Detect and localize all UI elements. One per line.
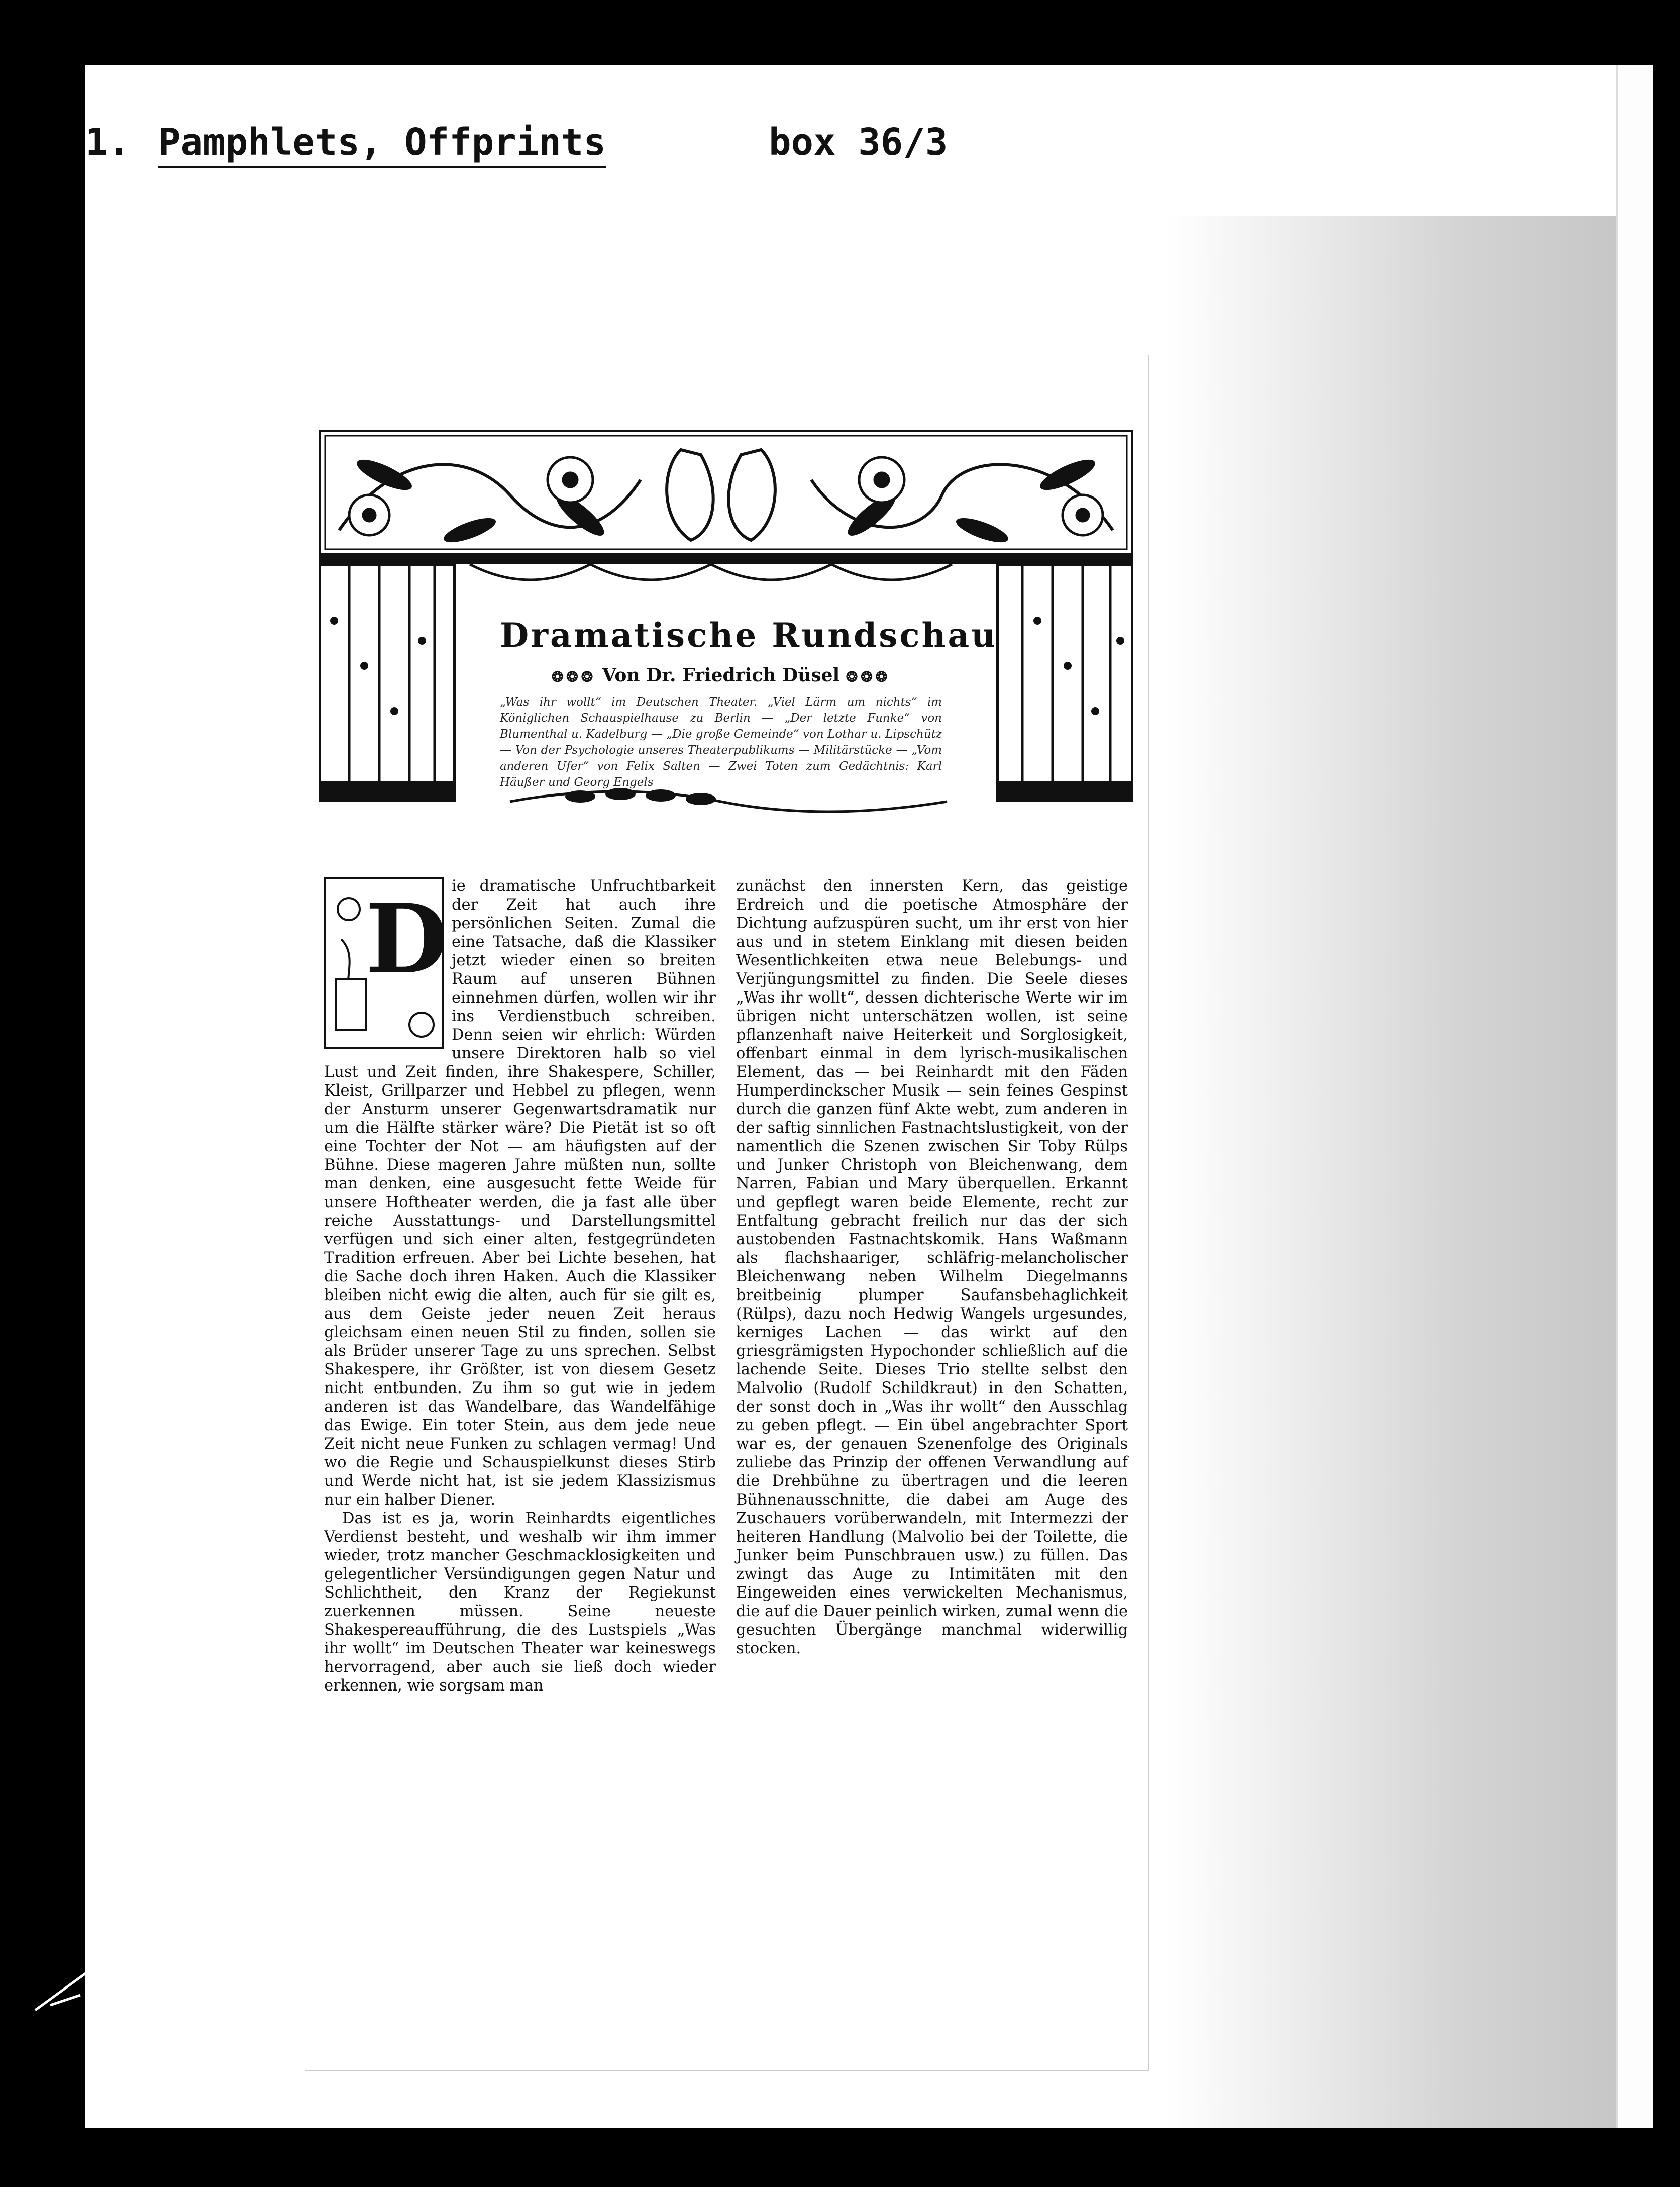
byline-ornament-left: ❂❂❂ bbox=[551, 668, 596, 685]
col1-paragraph-1: ie dramatische Unfruchtbarkeit der Zeit hat auch ihre persönlichen Seiten. Zumal die eine Tatsache, daß die Klassiker jetzt wieder einen so breiten Raum auf unseren Bühnen einnehmen dürfen, wollen wir ihr ins Verdienstbuch schreiben. Denn seien wir ehrlich: Würden unsere Direktoren halb so viel Lust und Zeit finden, ihre Shakespere, Schiller, Kleist, Grillparzer und Hebbel zu pflegen, wenn der Ansturm unserer Gegenwartsdramatik nur um die Hälfte stärker wäre? Die Pietät ist so oft eine Tochter der Not — am häufigsten auf der Bühne. Diese mageren Jahre müßten nun, sollte man denken, eine ausgesucht fette Weide für unsere Hoftheater werden, die ja fast alle über reiche Ausstattungs- und Darstellungsmittel verfügen und sich einer alten, festgegründeten Tradition erfreuen. Aber bei Lichte besehen, hat die Sache doch ihren Haken. Auch die Klassiker bleiben nicht ewig die alten, auch für sie gilt es, aus dem Geiste jeder neuen Zeit heraus gleichsam einen neuen Stil zu finden, sollen sie als Brüder unserer Tage zu uns sprechen. Selbst Shakespere, ihr Größter, ist von diesem Gesetz nicht entbunden. Zu ihm so gut wie in jedem anderen ist das Wandelbare, das Wandelfähige das Ewige. Ein toter Stein, aus dem jede neue Zeit nicht neue Funken zu schlagen vermag! Und wo die Regie und Schauspielkunst dieses Stirb und Werde nicht hat, ist sie jedem Klassizismus nur ein halber Diener. bbox=[324, 877, 716, 1509]
byline-text: Von Dr. Friedrich Düsel bbox=[602, 665, 840, 686]
title-block bbox=[500, 616, 998, 790]
header-box-label: box 36/3 bbox=[769, 121, 948, 164]
byline-ornament-right: ❂❂❂ bbox=[846, 668, 891, 685]
initial-letter: D bbox=[365, 883, 448, 995]
article-subtitle: „Was ihr wollt“ im Deutschen Theater. „Viel Lärm um nichts“ im Königlichen Schauspielhause zu Berlin — „Der letzte Funke“ von Blumenthal u. Kadelburg — „Die große Gemeinde“ von Lothar u. Lipschütz — Von der Psychologie unseres Theaterpublikums — Militärstücke — „Vom anderen Ufer“ von Felix Salten — Zwei Toten zum Gedächtnis: Karl Häußer und Georg Engels bbox=[500, 695, 942, 789]
column-right bbox=[736, 877, 1128, 2058]
scratch-mark bbox=[30, 1960, 100, 2015]
byline bbox=[500, 665, 942, 686]
archive-sheet bbox=[85, 65, 1653, 2128]
newspaper-clipping bbox=[304, 354, 1148, 2070]
scan-shadow bbox=[1166, 216, 1653, 2128]
archive-header bbox=[85, 121, 1191, 186]
header-category: Pamphlets, Offprints bbox=[158, 121, 606, 168]
col1-paragraph-2: Das ist es ja, worin Reinhardts eigentliches Verdienst besteht, und weshalb wir ihm immer wieder, trotz mancher Geschmacklosigkeiten und gelegentlicher Versündigungen gegen Natur und Schlichtheit, den Kranz der Regiekunst zuerkennen müssen. Seine neueste Shakespereaufführung, die des Lustspiels „Was ihr wollt“ im Deutschen Theater war keineswegs hervorragend, aber auch sie ließ doch wieder erkennen, wie sorgsam man bbox=[324, 1510, 716, 1695]
header-number: 1. bbox=[85, 121, 131, 164]
decorated-initial bbox=[324, 877, 448, 1049]
article-body bbox=[324, 877, 1128, 2058]
article-title: Dramatische Rundschau bbox=[500, 616, 998, 655]
column-left bbox=[324, 877, 716, 2058]
col2-paragraph-1: zunächst den innersten Kern, das geistige Erdreich und die poetische Atmosphäre der Dichtung aufzuspüren sucht, um ihr erst von hier aus und in stetem Einklang mit diesen beiden Wesentlichkeiten etwa neue Belebungs- und Verjüngungsmittel zu finden. Die Seele dieses „Was ihr wollt“, dessen dichterische Werte wir im übrigen nicht unterschätzen wollen, ist seine pflanzenhaft naive Heiterkeit und Sorglosigkeit, offenbart einmal in dem lyrisch-musikalischen Element, das — bei Reinhardt mit den Fäden Humperdinckscher Musik — sein feines Gespinst durch die ganzen fünf Akte webt, zum anderen in der saftig sinnlichen Fastnachtslustigkeit, von der namentlich die Szenen zwischen Sir Toby Rülps und Junker Christoph von Bleichenwang, dem Narren, Fabian und Mary überquellen. Erkannt und gepflegt waren beide Elemente, recht zur Entfaltung gebracht freilich nur das der sich austobenden Fastnachtskomik. Hans Waßmann als flachshaariger, schläfrig-melancholischer Bleichenwang neben Wilhelm Diegelmanns breitbeinig plumper Saufansbehaglichkeit (Rülps), dazu noch Hedwig Wangels urgesundes, kerniges Lachen — das wirkt auf den griesgrämigsten Hypochonder schließlich auf die lachende Seite. Dieses Trio stellte selbst den Malvolio (Rudolf Schildkraut) in den Schatten, der sonst doch in „Was ihr wollt“ den Ausschlag zu geben pflegt. — Ein übel angebrachter Sport war es, der genauen Szenenfolge des Originals zuliebe das Prinzip der offenen Verwandlung auf die Drehbühne zu übertragen und die leeren Bühnenausschnitte, die dabei am Auge des Zuschauers vorüberwandeln, mit Intermezzi der heiteren Handlung (Malvolio bei der Toilette, die Junker beim Punschbrauen usw.) zu füllen. Das zwingt das Auge zu Intimitäten mit den Eingeweiden eines verwickelten Mechanismus, die auf die Dauer peinlich wirken, zumal wenn die gesuchten Übergänge manchmal widerwillig stocken. bbox=[736, 877, 1128, 1657]
sheet-edge bbox=[1616, 65, 1653, 2128]
